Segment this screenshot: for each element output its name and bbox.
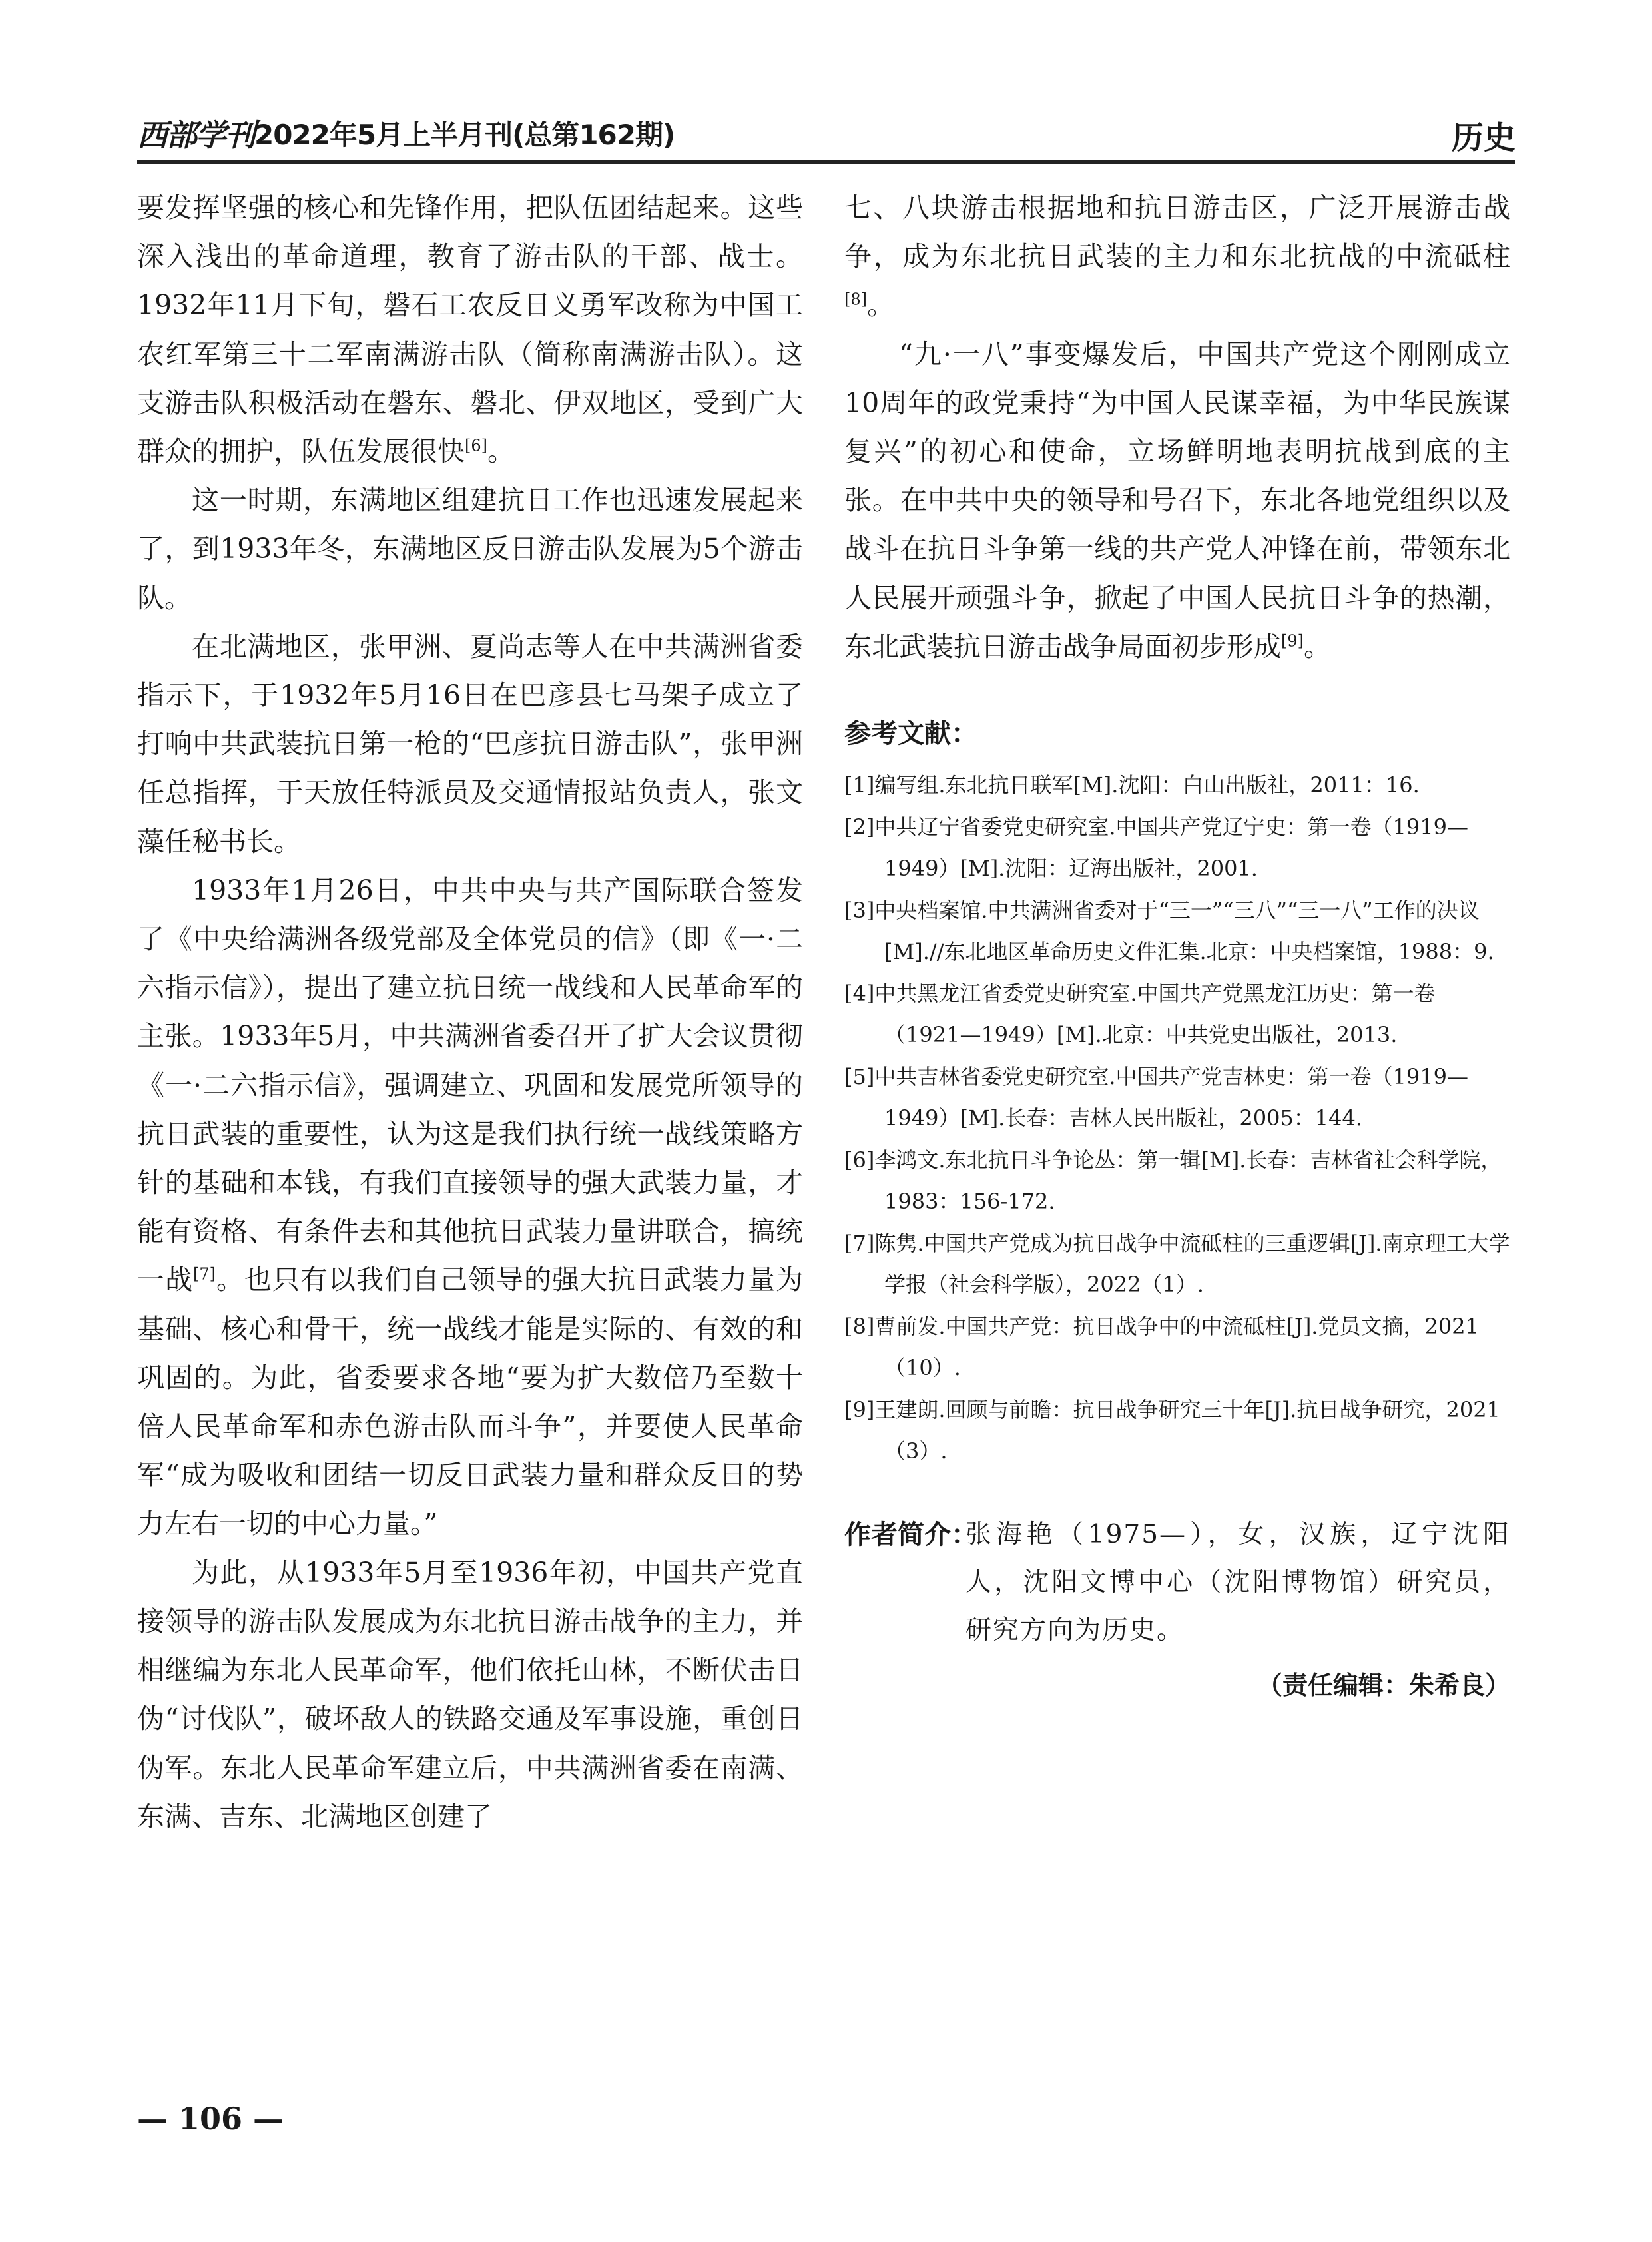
paragraph: 要发挥坚强的核心和先锋作用，把队伍团结起来。这些深入浅出的革命道理，教育了游击队的干部、战士。1932年11月下旬，磐石工农反日义勇军改称为中国工农红军第三十二军南满游击队（简称南满游击队）。这支游击队积极活动在磐东、磐北、伊双地区，受到广大群众的拥护，队伍发展很快[6]。 — [137, 192, 803, 468]
reference-item: [9]王建朗.回顾与前瞻：抗日战争研究三十年[J].抗日战争研究，2021（3）. — [844, 1396, 1500, 1464]
page-number: — 106 — — [137, 2101, 284, 2137]
reference-item: [1]编写组.东北抗日联军[M].沈阳：白山出版社，2011：16. — [844, 772, 1420, 798]
citation-marker: [7] — [193, 1264, 216, 1284]
page-header — [137, 100, 1515, 164]
references-heading: 参考文献： — [844, 718, 977, 750]
reference-item: [5]中共吉林省委党史研究室.中国共产党吉林史：第一卷（1919—1949）[M].长春：吉林人民出版社，2005：144. — [844, 1063, 1468, 1131]
author-label: 作者简介： — [844, 1519, 977, 1550]
issue-info: 2022年5月上半月刊(总第162期) — [254, 119, 675, 151]
paragraph: 在北满地区，张甲洲、夏尚志等人在中共满洲省委指示下，于1932年5月16日在巴彦县七马架子成立了打响中共武装抗日第一枪的“巴彦抗日游击队”，张甲洲任总指挥，于天放任特派员及交通情报站负责人，张文藻任秘书长。 — [137, 630, 803, 858]
paragraph: 1933年1月26日，中共中央与共产国际联合签发了《中央给满洲各级党部及全体党员的信》（即《一·二六指示信》），提出了建立抗日统一战线和人民革命军的主张。1933年5月，中共满洲省委召开了扩大会议贯彻《一·二六指示信》，强调建立、巩固和发展党所领导的抗日武装的重要性，认为这是我们执行统一战线策略方针的基础和本钱，有我们直接领导的强大武装力量，才能有资格、有条件去和其他抗日武装力量讲联合，搞统一战[7]。也只有以我们自己领导的强大抗日武装力量为基础、核心和骨干，统一战线才能是实际的、有效的和巩固的。为此，省委要求各地“要为扩大数倍乃至数十倍人民革命军和赤色游击队而斗争”，并要使人民革命军“成为吸收和团结一切反日武装力量和群众反日的势力左右一切的中心力量。” — [137, 874, 803, 1540]
author-text: 张海艳（1975—），女，汉族，辽宁沈阳人，沈阳文博中心（沈阳博物馆）研究员，研究方向为历史。 — [965, 1519, 1510, 1645]
paragraph: 七、八块游击根据地和抗日游击区，广泛开展游击战争，成为东北抗日武装的主力和东北抗战的中流砥柱[8]。 — [844, 192, 1510, 322]
citation-marker: [6] — [465, 436, 487, 455]
section-label: 历史 — [1451, 119, 1515, 156]
citation-marker: [9] — [1281, 631, 1304, 651]
paragraph: 为此，从1933年5月至1936年初，中国共产党直接领导的游击队发展成为东北抗日游击战争的主力，并相继编为东北人民革命军，他们依托山林，不断伏击日伪“讨伐队”，破坏敌人的铁路交通及军事设施，重创日伪军。东北人民革命军建立后，中共满洲省委在南满、东满、吉东、北满地区创建了 — [137, 1556, 803, 1832]
references-list — [844, 764, 1510, 1472]
reference-item: [3]中央档案馆.中共满洲省委对于“三一”“三八”“三一八”工作的决议[M].//东北地区革命历史文件汇集.北京：中央档案馆，1988：9. — [844, 897, 1494, 965]
reference-item: [8]曹前发.中国共产党：抗日战争中的中流砥柱[J].党员文摘，2021（10）. — [844, 1313, 1479, 1381]
citation-marker: [8] — [844, 290, 867, 309]
reference-item: [6]李鸿文.东北抗日斗争论丛：第一辑[M].长春：吉林省社会科学院，1983：156-172. — [844, 1147, 1502, 1215]
reference-item: [7]陈隽.中国共产党成为抗日战争中流砥柱的三重逻辑[J].南京理工大学学报（社会科学版），2022（1）. — [844, 1230, 1510, 1298]
responsible-editor: （责任编辑：朱希良） — [1256, 1670, 1510, 1700]
header-rule — [137, 160, 1515, 164]
paragraph: 这一时期，东满地区组建抗日工作也迅速发展起来了，到1933年冬，东满地区反日游击队发展为5个游击队。 — [137, 484, 803, 614]
journal-name: 西部学刊 — [137, 117, 254, 153]
paragraph: “九·一八”事变爆发后，中国共产党这个刚刚成立10周年的政党秉持“为中国人民谋幸福，为中华民族谋复兴”的初心和使命，立场鲜明地表明抗战到底的主张。在中共中央的领导和号召下，东北各地党组织以及战斗在抗日斗争第一线的共产党人冲锋在前，带领东北人民展开顽强斗争，掀起了中国人民抗日斗争的热潮，东北武装抗日游击战争局面初步形成[9]。 — [844, 338, 1510, 663]
left-column — [137, 184, 803, 1841]
reference-item: [4]中共黑龙江省委党史研究室.中国共产党黑龙江历史：第一卷（1921—1949）[M].北京：中共党史出版社，2013. — [844, 980, 1436, 1048]
author-bio — [844, 1511, 1510, 1709]
masthead — [137, 113, 675, 153]
reference-item: [2]中共辽宁省委党史研究室.中国共产党辽宁史：第一卷（1919—1949）[M].沈阳：辽海出版社，2001. — [844, 814, 1468, 882]
right-column — [844, 184, 1510, 1709]
